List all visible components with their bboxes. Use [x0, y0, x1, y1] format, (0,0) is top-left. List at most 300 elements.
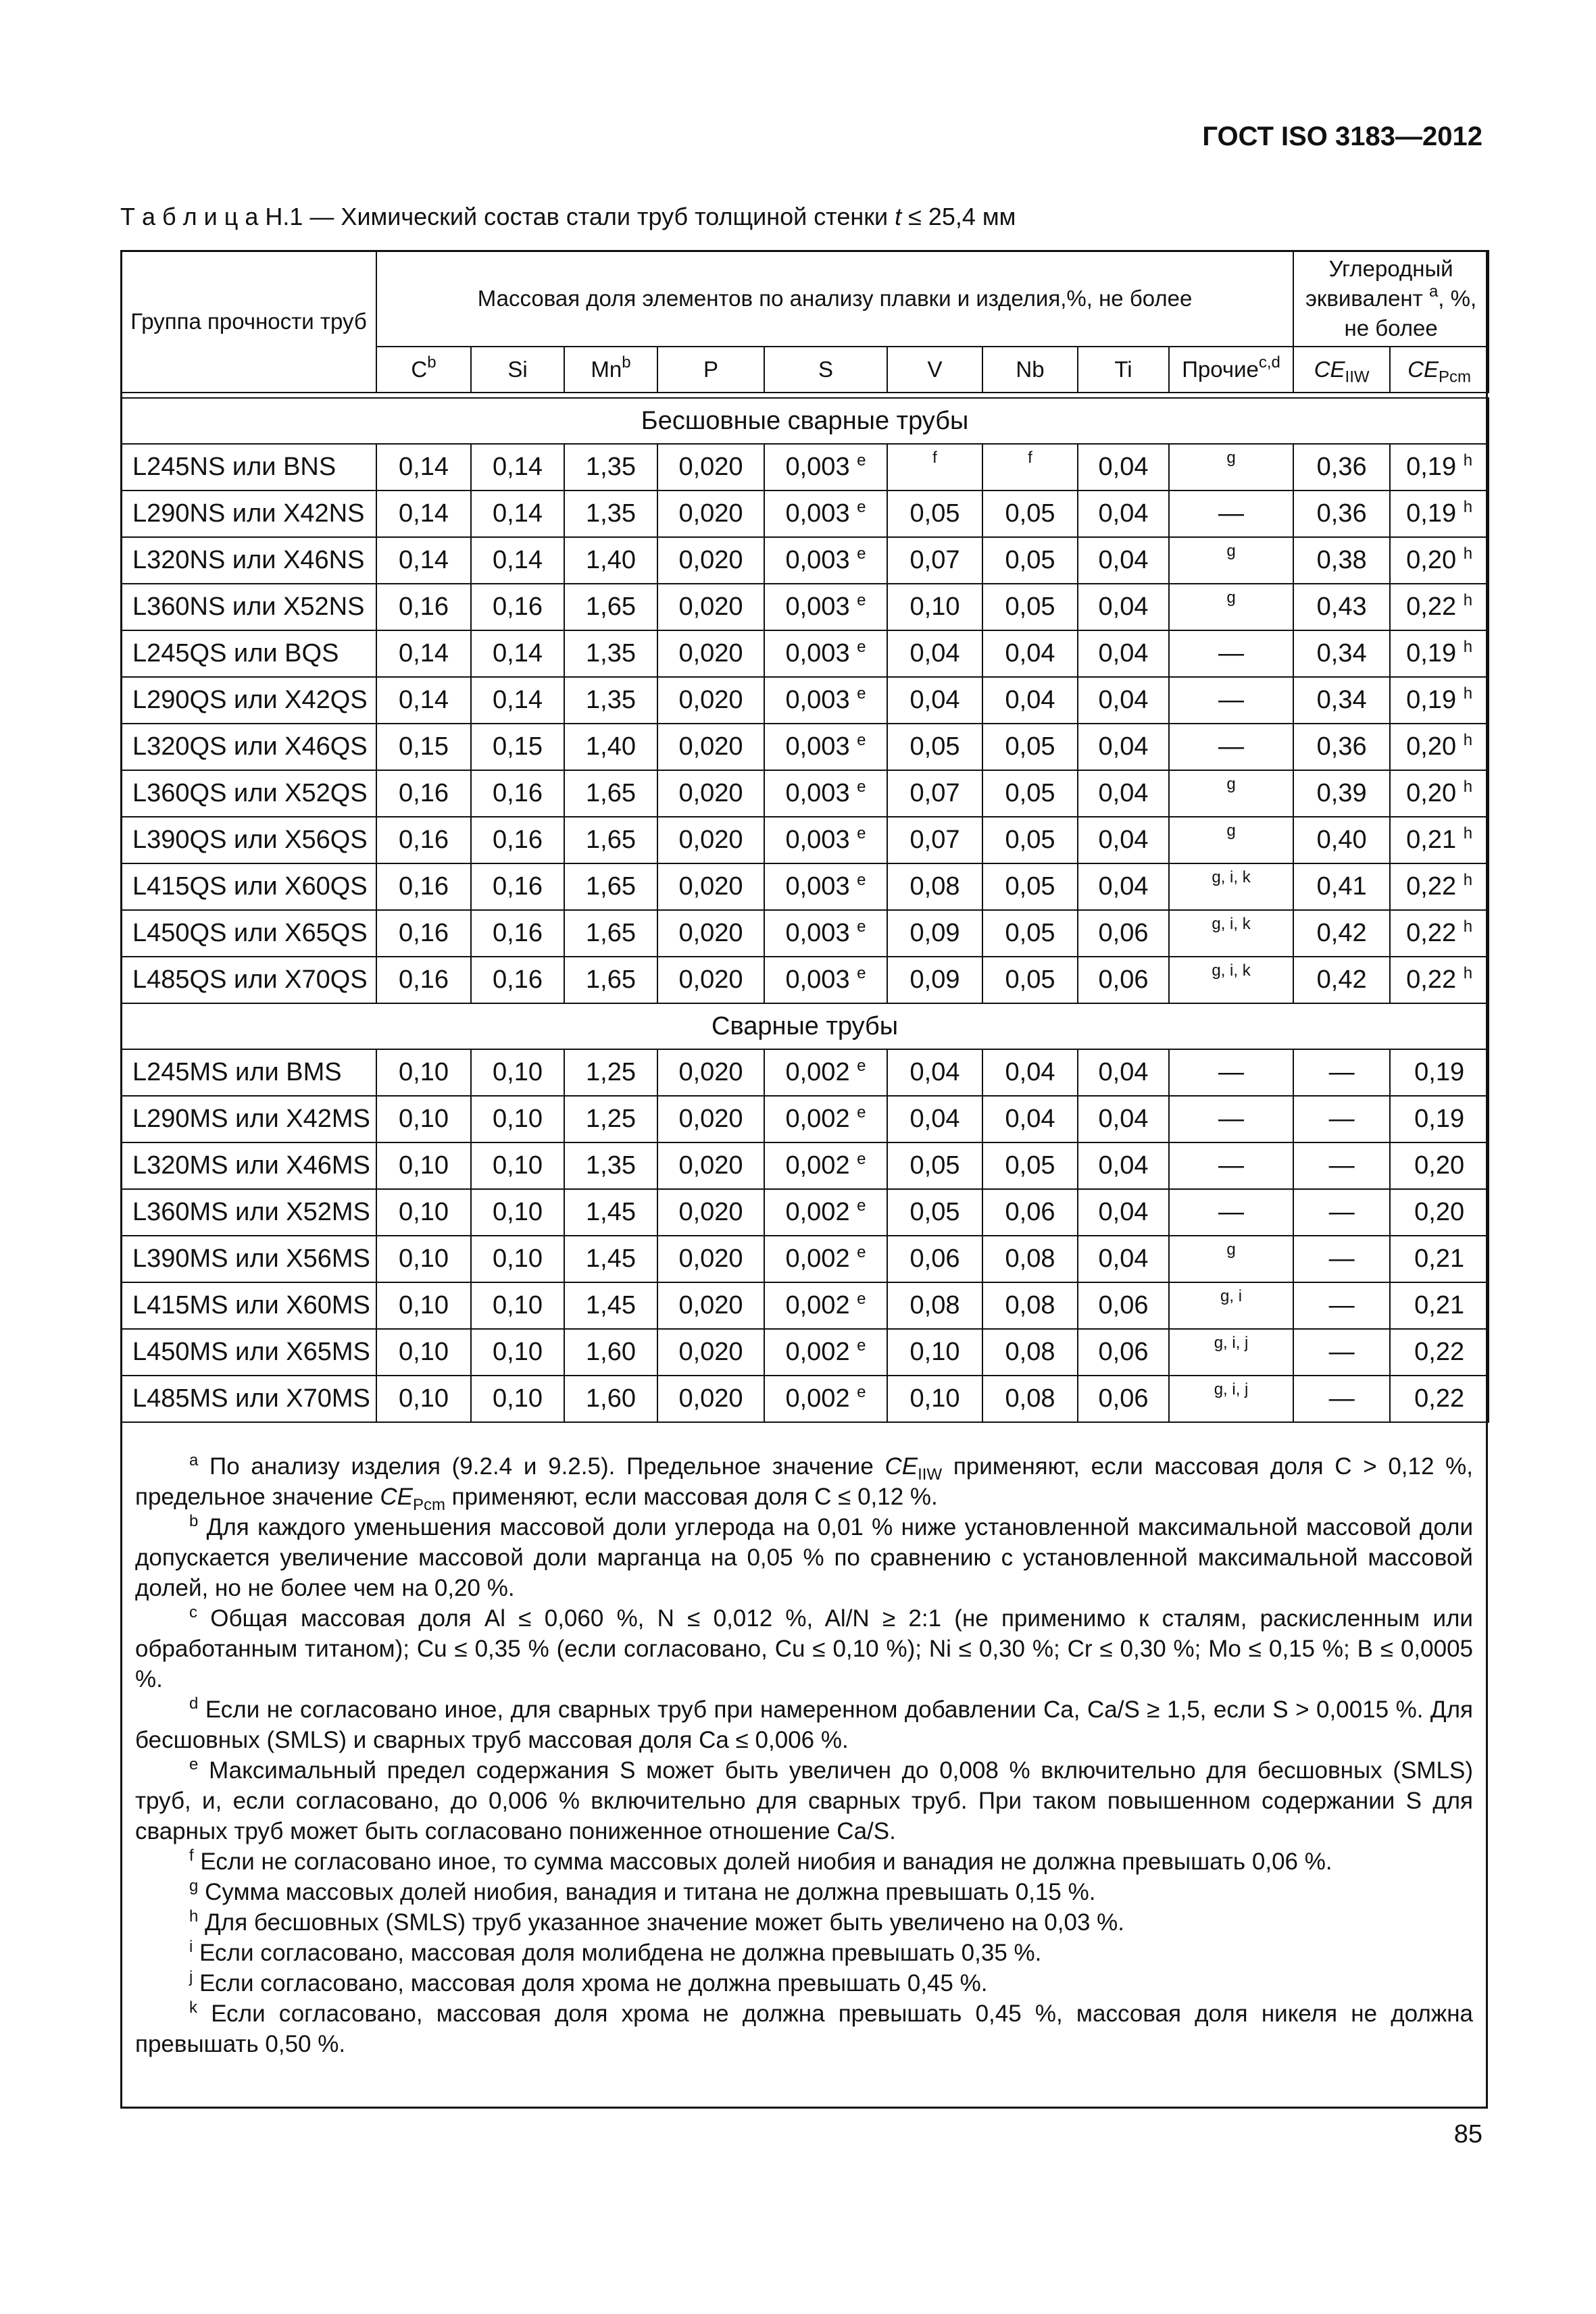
section-row: [121, 1003, 1489, 1049]
value-cell: 0,04: [1078, 537, 1169, 584]
value-cell: 0,10: [471, 1329, 564, 1376]
value-cell: 0,19: [1390, 1096, 1489, 1142]
value-cell: 0,003 $^e$: [764, 491, 887, 537]
value-cell: 0,04: [982, 630, 1078, 677]
grade-cell: L450MS или X65MS: [121, 1329, 376, 1376]
value-cell: 0,020: [657, 1142, 764, 1189]
value-cell: 1,60: [564, 1329, 657, 1376]
value-cell: 0,19 $^h$: [1390, 444, 1489, 491]
value-cell: 0,14: [376, 537, 471, 584]
value-cell: 0,020: [657, 1329, 764, 1376]
value-cell: 0,020: [657, 1049, 764, 1096]
col-header-element: $CE_{Pcm}$: [1390, 347, 1489, 393]
grade-cell: L390MS или X56MS: [121, 1236, 376, 1282]
footnote: $^i$ Если согласовано, массовая доля молибдена не должна превышать 0,35 %.: [189, 1938, 1042, 1966]
value-cell: 0,003 $^e$: [764, 863, 887, 910]
value-cell: 0,06: [1078, 1282, 1169, 1329]
page-number: 85: [1453, 2120, 1482, 2148]
grade-cell: L320QS или X46QS: [121, 724, 376, 770]
value-cell: 1,65: [564, 817, 657, 863]
footnote: $^b$ Для каждого уменьшения массовой доли углерода на 0,01 % ниже установленной максимальной массовой доли допускается увеличение массовой доли марганца на 0,05 % по сравнению с установленной максимальной массовой долей, но не более чем на 0,20 %.: [135, 1512, 1473, 1601]
col-header-element: Mn$^b$: [564, 347, 657, 393]
value-cell: 0,10: [376, 1189, 471, 1236]
value-cell: 0,06: [1078, 1329, 1169, 1376]
value-cell: 0,08: [982, 1282, 1078, 1329]
value-cell: 0,04: [1078, 677, 1169, 724]
value-cell: g, i: [1169, 1282, 1293, 1329]
value-cell: 0,05: [982, 1142, 1078, 1189]
value-cell: 0,16: [471, 863, 564, 910]
footnote: $^k$ Если согласовано, массовая доля хрома не должна превышать 0,45 %, массовая доля никеля не должна превышать 0,50 %.: [135, 1998, 1473, 2057]
value-cell: 0,06: [1078, 910, 1169, 957]
col-header-element: V: [887, 347, 982, 393]
value-cell: 1,65: [564, 584, 657, 630]
value-cell: 0,16: [471, 910, 564, 957]
value-cell: 0,10: [887, 1376, 982, 1422]
value-cell: —: [1169, 724, 1293, 770]
value-cell: g: [1169, 584, 1293, 630]
standard-header: ГОСТ ISO 3183—2012: [1202, 122, 1482, 151]
header-separator: [121, 393, 1489, 398]
value-cell: 0,10: [471, 1376, 564, 1422]
value-cell: 0,07: [887, 817, 982, 863]
value-cell: 0,40: [1293, 817, 1390, 863]
footnote: $^f$ Если не согласовано иное, то сумма массовых долей ниобия и ванадия не должна превышать 0,06 %.: [189, 1846, 1332, 1875]
value-cell: 0,10: [887, 584, 982, 630]
table-row: [121, 537, 1489, 584]
value-cell: 0,003 $^e$: [764, 910, 887, 957]
value-cell: 0,06: [1078, 957, 1169, 1003]
value-cell: 0,003 $^e$: [764, 724, 887, 770]
grade-cell: L245NS или BNS: [121, 444, 376, 491]
footnote: $^g$ Сумма массовых долей ниобия, ванадия и титана не должна превышать 0,15 %.: [189, 1877, 1096, 1905]
value-cell: 1,65: [564, 957, 657, 1003]
value-cell: 0,10: [376, 1096, 471, 1142]
value-cell: —: [1293, 1049, 1390, 1096]
grade-cell: L320MS или X46MS: [121, 1142, 376, 1189]
value-cell: 0,14: [471, 677, 564, 724]
value-cell: 1,45: [564, 1282, 657, 1329]
table-row: [121, 1236, 1489, 1282]
value-cell: f: [887, 444, 982, 491]
value-cell: 0,04: [1078, 444, 1169, 491]
table-row: [121, 1282, 1489, 1329]
value-cell: 0,10: [471, 1142, 564, 1189]
value-cell: 0,22 $^h$: [1390, 863, 1489, 910]
value-cell: 0,020: [657, 1096, 764, 1142]
value-cell: 0,020: [657, 537, 764, 584]
value-cell: 0,04: [1078, 630, 1169, 677]
value-cell: 1,40: [564, 724, 657, 770]
col-header-element: $C^b$: [376, 347, 471, 393]
value-cell: g: [1169, 770, 1293, 817]
value-cell: 0,08: [982, 1376, 1078, 1422]
header-row-main: [121, 251, 1489, 347]
table-row: [121, 677, 1489, 724]
table-row: [121, 863, 1489, 910]
grade-cell: L485MS или X70MS: [121, 1376, 376, 1422]
value-cell: 0,10: [376, 1376, 471, 1422]
value-cell: 0,16: [471, 770, 564, 817]
table-row: [121, 1142, 1489, 1189]
value-cell: 0,14: [471, 491, 564, 537]
col-header-element: $CE_{IIW}$: [1293, 347, 1390, 393]
value-cell: 0,003 $^e$: [764, 444, 887, 491]
value-cell: 0,04: [1078, 724, 1169, 770]
value-cell: 1,45: [564, 1236, 657, 1282]
footnote: $^d$ Если не согласовано иное, для сварных труб при намеренном добавлении Ca, Ca/S ≥ 1,5, если S > 0,0015 %. Для бесшовных (SMLS) и сварных труб массовая доля Ca ≤ 0,006 %.: [135, 1694, 1473, 1753]
value-cell: 0,10: [376, 1236, 471, 1282]
table-row: [121, 584, 1489, 630]
table-row: [121, 1049, 1489, 1096]
value-cell: 0,003 $^e$: [764, 630, 887, 677]
grade-cell: L390QS или X56QS: [121, 817, 376, 863]
value-cell: 0,16: [376, 584, 471, 630]
value-cell: 0,003 $^e$: [764, 817, 887, 863]
footnotes: [135, 1451, 1473, 2059]
value-cell: 0,05: [887, 1189, 982, 1236]
value-cell: 0,04: [982, 677, 1078, 724]
value-cell: 0,15: [376, 724, 471, 770]
value-cell: 0,21 $^h$: [1390, 817, 1489, 863]
col-header-element: S: [764, 347, 887, 393]
value-cell: 0,05: [887, 491, 982, 537]
value-cell: 1,40: [564, 537, 657, 584]
value-cell: 0,020: [657, 770, 764, 817]
value-cell: 0,003 $^e$: [764, 677, 887, 724]
value-cell: 0,09: [887, 957, 982, 1003]
value-cell: 0,14: [471, 444, 564, 491]
value-cell: 0,22 $^h$: [1390, 910, 1489, 957]
value-cell: —: [1169, 1096, 1293, 1142]
value-cell: 0,16: [376, 863, 471, 910]
value-cell: 0,10: [376, 1329, 471, 1376]
value-cell: —: [1293, 1236, 1390, 1282]
value-cell: 0,020: [657, 444, 764, 491]
grade-cell: L290NS или X42NS: [121, 491, 376, 537]
value-cell: 0,05: [982, 863, 1078, 910]
table-caption: [120, 203, 1016, 231]
value-cell: 1,35: [564, 491, 657, 537]
value-cell: 1,65: [564, 863, 657, 910]
value-cell: 0,22: [1390, 1376, 1489, 1422]
footnote: $^a$ По анализу изделия (9.2.4 и 9.2.5). Предельное значение $CE_{IIW}$ применяют, если массовая доля C > 0,12 %, предельное значение $CE_{Pcm}$ применяют, если массовая доля C ≤ 0,12 %.: [135, 1451, 1474, 1514]
value-cell: 0,20: [1390, 1142, 1489, 1189]
value-cell: 0,003 $^e$: [764, 957, 887, 1003]
grade-cell: L290MS или X42MS: [121, 1096, 376, 1142]
table-row: [121, 444, 1489, 491]
value-cell: g, i, k: [1169, 957, 1293, 1003]
value-cell: 0,003 $^e$: [764, 584, 887, 630]
value-cell: —: [1293, 1376, 1390, 1422]
value-cell: 0,020: [657, 677, 764, 724]
value-cell: 0,08: [982, 1236, 1078, 1282]
value-cell: 0,05: [982, 770, 1078, 817]
value-cell: 0,20 $^h$: [1390, 724, 1489, 770]
grade-cell: L360QS или X52QS: [121, 770, 376, 817]
value-cell: 1,65: [564, 770, 657, 817]
value-cell: 0,04: [1078, 1189, 1169, 1236]
value-cell: —: [1169, 1189, 1293, 1236]
value-cell: 0,020: [657, 1376, 764, 1422]
value-cell: 0,36: [1293, 444, 1390, 491]
value-cell: 0,10: [471, 1282, 564, 1329]
value-cell: 0,04: [887, 630, 982, 677]
value-cell: 0,003 $^e$: [764, 537, 887, 584]
col-header-element: Nb: [982, 347, 1078, 393]
value-cell: 0,020: [657, 1189, 764, 1236]
grade-cell: L360NS или X52NS: [121, 584, 376, 630]
value-cell: 0,002 $^e$: [764, 1282, 887, 1329]
value-cell: 0,21: [1390, 1282, 1489, 1329]
separator-cell: [121, 393, 1489, 398]
value-cell: g, i, j: [1169, 1329, 1293, 1376]
value-cell: —: [1293, 1189, 1390, 1236]
value-cell: 0,08: [887, 1282, 982, 1329]
value-cell: 0,14: [471, 630, 564, 677]
grade-cell: L415QS или X60QS: [121, 863, 376, 910]
value-cell: 0,43: [1293, 584, 1390, 630]
value-cell: 0,21: [1390, 1236, 1489, 1282]
table-row: [121, 1096, 1489, 1142]
value-cell: 0,36: [1293, 491, 1390, 537]
value-cell: 0,15: [471, 724, 564, 770]
value-cell: 0,04: [1078, 770, 1169, 817]
value-cell: 0,002 $^e$: [764, 1049, 887, 1096]
value-cell: g, i, k: [1169, 863, 1293, 910]
value-cell: 0,19 $^h$: [1390, 630, 1489, 677]
value-cell: 0,04: [1078, 1236, 1169, 1282]
value-cell: 0,22 $^h$: [1390, 584, 1489, 630]
value-cell: 0,19 $^h$: [1390, 677, 1489, 724]
grade-cell: L450QS или X65QS: [121, 910, 376, 957]
value-cell: 0,020: [657, 630, 764, 677]
value-cell: 0,10: [471, 1096, 564, 1142]
value-cell: 0,020: [657, 1236, 764, 1282]
caption-prefix: Т а б л и ц а Н.1 — Химический состав стали труб толщиной стенки: [120, 203, 895, 230]
value-cell: 0,42: [1293, 910, 1390, 957]
value-cell: 0,04: [982, 1049, 1078, 1096]
value-cell: 0,002 $^e$: [764, 1189, 887, 1236]
value-cell: 0,05: [887, 724, 982, 770]
value-cell: g, i, k: [1169, 910, 1293, 957]
value-cell: 0,20: [1390, 1189, 1489, 1236]
value-cell: 0,020: [657, 724, 764, 770]
footnote: $^h$ Для бесшовных (SMLS) труб указанное значение может быть увеличено на 0,03 %.: [189, 1907, 1124, 1936]
col-header-element: Ti: [1078, 347, 1169, 393]
value-cell: 0,05: [982, 584, 1078, 630]
value-cell: 0,14: [376, 491, 471, 537]
grade-cell: L485QS или X70QS: [121, 957, 376, 1003]
value-cell: 1,35: [564, 444, 657, 491]
grade-cell: L360MS или X52MS: [121, 1189, 376, 1236]
table-row: [121, 770, 1489, 817]
value-cell: —: [1293, 1329, 1390, 1376]
value-cell: g: [1169, 537, 1293, 584]
grade-cell: L320NS или X46NS: [121, 537, 376, 584]
value-cell: 0,002 $^e$: [764, 1236, 887, 1282]
value-cell: 0,10: [471, 1236, 564, 1282]
value-cell: —: [1293, 1096, 1390, 1142]
value-cell: 0,05: [982, 910, 1078, 957]
table-row: [121, 630, 1489, 677]
value-cell: 0,07: [887, 770, 982, 817]
value-cell: 0,002 $^e$: [764, 1376, 887, 1422]
value-cell: 0,04: [1078, 863, 1169, 910]
value-cell: 0,020: [657, 863, 764, 910]
value-cell: 0,19: [1390, 1049, 1489, 1096]
grade-cell: L245MS или BMS: [121, 1049, 376, 1096]
table-row: [121, 817, 1489, 863]
value-cell: 1,35: [564, 1142, 657, 1189]
value-cell: 0,05: [982, 491, 1078, 537]
section-row: [121, 398, 1489, 444]
section-title: Сварные трубы: [121, 1003, 1489, 1049]
value-cell: 1,35: [564, 677, 657, 724]
value-cell: 0,34: [1293, 677, 1390, 724]
value-cell: g, i, j: [1169, 1376, 1293, 1422]
value-cell: 0,16: [471, 957, 564, 1003]
value-cell: 0,04: [1078, 584, 1169, 630]
value-cell: 0,07: [887, 537, 982, 584]
col-header-element: P: [657, 347, 764, 393]
value-cell: —: [1169, 630, 1293, 677]
value-cell: 0,04: [1078, 817, 1169, 863]
value-cell: 0,10: [471, 1049, 564, 1096]
value-cell: —: [1169, 677, 1293, 724]
grade-cell: L245QS или BQS: [121, 630, 376, 677]
value-cell: —: [1293, 1142, 1390, 1189]
col-header-ce: Углеродный эквивалент $^a$, %, не более: [1293, 251, 1489, 347]
caption-variable: t: [895, 203, 902, 230]
value-cell: 0,16: [376, 957, 471, 1003]
value-cell: 0,16: [471, 817, 564, 863]
value-cell: f: [982, 444, 1078, 491]
value-cell: g: [1169, 817, 1293, 863]
value-cell: 1,65: [564, 910, 657, 957]
table-row: [121, 957, 1489, 1003]
value-cell: 0,14: [471, 537, 564, 584]
value-cell: 0,04: [1078, 491, 1169, 537]
value-cell: 0,04: [887, 1049, 982, 1096]
value-cell: 0,10: [471, 1189, 564, 1236]
section-title: Бесшовные сварные трубы: [121, 398, 1489, 444]
value-cell: 0,38: [1293, 537, 1390, 584]
value-cell: —: [1169, 491, 1293, 537]
value-cell: 0,34: [1293, 630, 1390, 677]
col-header-element: Прочие$^{c,d}$: [1169, 347, 1293, 393]
value-cell: 0,14: [376, 444, 471, 491]
value-cell: —: [1169, 1049, 1293, 1096]
value-cell: 1,25: [564, 1096, 657, 1142]
value-cell: 0,16: [471, 584, 564, 630]
value-cell: 0,16: [376, 910, 471, 957]
value-cell: 0,10: [887, 1329, 982, 1376]
footnote: $^j$ Если согласовано, массовая доля хрома не должна превышать 0,45 %.: [189, 1968, 988, 1996]
value-cell: 0,06: [887, 1236, 982, 1282]
col-header-element: Si: [471, 347, 564, 393]
grade-cell: L415MS или X60MS: [121, 1282, 376, 1329]
value-cell: 0,05: [982, 537, 1078, 584]
value-cell: 0,05: [887, 1142, 982, 1189]
value-cell: 0,020: [657, 491, 764, 537]
table-row: [121, 1189, 1489, 1236]
value-cell: 0,002 $^e$: [764, 1329, 887, 1376]
value-cell: 0,20 $^h$: [1390, 770, 1489, 817]
value-cell: 0,10: [376, 1142, 471, 1189]
chemical-composition-table: [120, 250, 1489, 1423]
value-cell: 0,020: [657, 584, 764, 630]
value-cell: 0,06: [1078, 1376, 1169, 1422]
value-cell: 0,020: [657, 1282, 764, 1329]
value-cell: 0,08: [887, 863, 982, 910]
value-cell: 1,25: [564, 1049, 657, 1096]
value-cell: 1,35: [564, 630, 657, 677]
value-cell: 0,08: [982, 1329, 1078, 1376]
value-cell: —: [1169, 1142, 1293, 1189]
value-cell: 0,020: [657, 910, 764, 957]
value-cell: 0,04: [1078, 1049, 1169, 1096]
value-cell: 0,16: [376, 817, 471, 863]
value-cell: 0,10: [376, 1282, 471, 1329]
grade-cell: L290QS или X42QS: [121, 677, 376, 724]
value-cell: 0,14: [376, 630, 471, 677]
value-cell: g: [1169, 1236, 1293, 1282]
table-row: [121, 1376, 1489, 1422]
value-cell: 0,19 $^h$: [1390, 491, 1489, 537]
value-cell: 0,22 $^h$: [1390, 957, 1489, 1003]
value-cell: 0,04: [1078, 1142, 1169, 1189]
table-row: [121, 1329, 1489, 1376]
table-row: [121, 491, 1489, 537]
value-cell: 0,16: [376, 770, 471, 817]
value-cell: g: [1169, 444, 1293, 491]
value-cell: 0,36: [1293, 724, 1390, 770]
footnote: $^e$ Максимальный предел содержания S может быть увеличен до 0,008 % включительно для бесшовных (SMLS) труб, и, если согласовано, до 0,006 % включительно для сварных труб. При таком повышенном содержании S для сварных труб может быть согласовано пониженное отношение Ca/S.: [135, 1755, 1473, 1844]
value-cell: —: [1293, 1282, 1390, 1329]
caption-suffix: ≤ 25,4 мм: [901, 203, 1016, 230]
value-cell: 0,003 $^e$: [764, 770, 887, 817]
value-cell: 0,002 $^e$: [764, 1096, 887, 1142]
value-cell: 0,05: [982, 724, 1078, 770]
value-cell: 0,10: [376, 1049, 471, 1096]
value-cell: 0,09: [887, 910, 982, 957]
value-cell: 0,41: [1293, 863, 1390, 910]
value-cell: 0,14: [376, 677, 471, 724]
value-cell: 0,020: [657, 957, 764, 1003]
value-cell: 0,002 $^e$: [764, 1142, 887, 1189]
value-cell: 0,020: [657, 817, 764, 863]
value-cell: 0,04: [887, 1096, 982, 1142]
table-body: [121, 393, 1489, 1422]
footnote: $^c$ Общая массовая доля Al ≤ 0,060 %, N ≤ 0,012 %, Al/N ≥ 2:1 (не применимо к сталям, раскисленным или обработанным титаном); Cu ≤ 0,35 % (если согласовано, Cu ≤ 0,10 %); Ni ≤ 0,30 %; Cr ≤ 0,30 %; Mo ≤ 0,15 %; B ≤ 0,0005 %.: [135, 1603, 1473, 1692]
value-cell: 1,45: [564, 1189, 657, 1236]
value-cell: 0,39: [1293, 770, 1390, 817]
value-cell: 0,04: [887, 677, 982, 724]
value-cell: 0,04: [982, 1096, 1078, 1142]
table-row: [121, 724, 1489, 770]
value-cell: 1,60: [564, 1376, 657, 1422]
col-header-mass: Массовая доля элементов по анализу плавки и изделия,%, не более: [376, 251, 1293, 347]
col-header-group: Группа прочности труб: [121, 251, 376, 393]
value-cell: 0,06: [982, 1189, 1078, 1236]
value-cell: 0,42: [1293, 957, 1390, 1003]
value-cell: 0,05: [982, 957, 1078, 1003]
value-cell: 0,05: [982, 817, 1078, 863]
table-row: [121, 910, 1489, 957]
value-cell: 0,22: [1390, 1329, 1489, 1376]
value-cell: 0,04: [1078, 1096, 1169, 1142]
